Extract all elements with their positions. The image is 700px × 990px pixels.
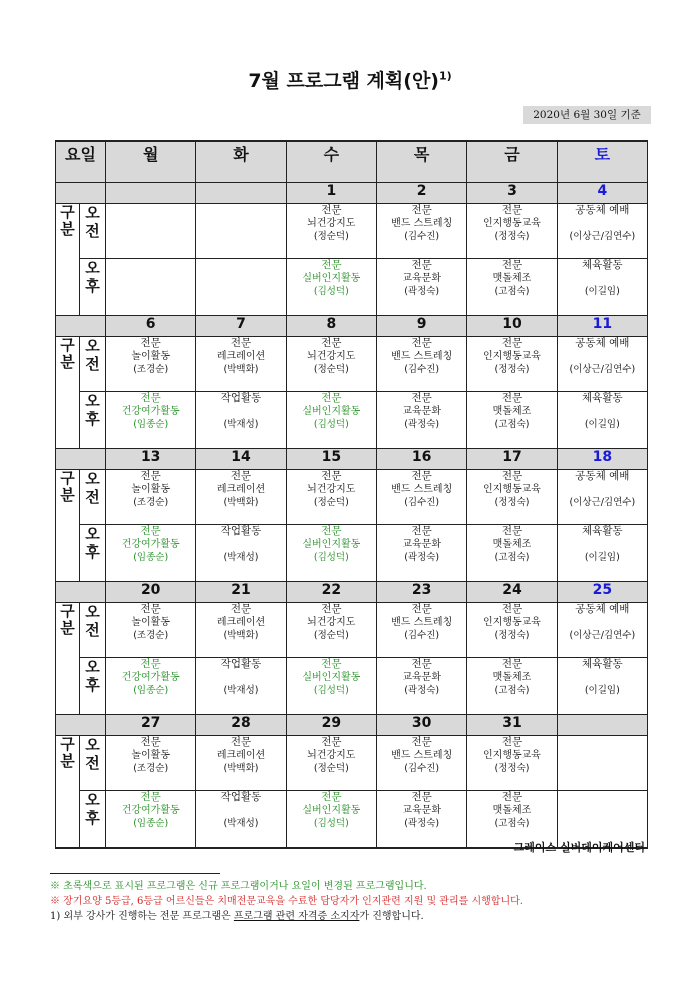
instructor-name: (임종순) xyxy=(133,685,169,696)
program-title: 교육문화 xyxy=(402,273,441,284)
week-date-row xyxy=(56,183,648,204)
date-fri: 3 xyxy=(467,183,557,204)
program-title: 레크레이션 xyxy=(216,484,266,495)
program-type: 전문 xyxy=(501,525,523,537)
instructor-name: (임종순) xyxy=(133,552,169,563)
program-title: 건강여가활동 xyxy=(121,539,180,550)
program-type: 전문 xyxy=(501,470,523,482)
program-cell xyxy=(557,603,647,658)
program-cell xyxy=(196,259,286,316)
date-row-spacer xyxy=(56,449,106,470)
date-row-spacer xyxy=(56,715,106,736)
morning-row xyxy=(56,337,648,392)
program-type: 전문 xyxy=(140,791,161,803)
morning-label: 오 전 xyxy=(80,603,106,658)
program-type: 전문 xyxy=(321,259,342,271)
instructor-name: (정순덕) xyxy=(313,497,349,508)
date-fri: 10 xyxy=(467,316,557,337)
program-cell xyxy=(557,337,647,392)
program-cell xyxy=(196,658,286,715)
program-cell xyxy=(286,337,376,392)
instructor-name: (김수진) xyxy=(404,763,440,774)
program-type: 체육활동 xyxy=(582,259,623,271)
instructor-name: (고점숙) xyxy=(494,552,530,563)
program-title: 뇌건강지도 xyxy=(307,484,356,495)
date-wed: 22 xyxy=(286,582,376,603)
weekday-tue: 화 xyxy=(196,141,286,183)
program-cell xyxy=(467,736,557,791)
week-date-row xyxy=(56,715,648,736)
program-cell xyxy=(377,791,467,849)
program-title: 놀이활동 xyxy=(131,750,170,761)
program-type: 전문 xyxy=(230,603,252,615)
instructor-name: (이길임) xyxy=(584,286,620,297)
program-title: 밴드 스트레칭 xyxy=(391,617,453,628)
program-title: 인지행동교육 xyxy=(483,351,541,362)
program-type: 전문 xyxy=(140,392,161,404)
program-title: 실버인지활동 xyxy=(302,672,361,683)
program-type: 전문 xyxy=(140,658,161,670)
morning-row xyxy=(56,603,648,658)
program-title: 실버인지활동 xyxy=(302,805,361,816)
program-title: 맷돌체조 xyxy=(492,805,532,816)
program-type: 전문 xyxy=(411,337,432,349)
program-type: 전문 xyxy=(411,392,432,404)
program-cell xyxy=(557,204,647,259)
program-cell xyxy=(377,470,467,525)
date-row-spacer xyxy=(56,183,106,204)
date-row-spacer xyxy=(56,316,106,337)
afternoon-label: 오 후 xyxy=(80,658,106,715)
note-external-instructors: 1) 외부 강사가 진행하는 전문 프로그램은 프로그램 관련 자격증 소지자가 진행합니다. xyxy=(50,911,424,922)
program-cell xyxy=(557,392,647,449)
program-cell xyxy=(286,392,376,449)
weekday-corner: 요일 xyxy=(56,141,106,183)
program-type: 전문 xyxy=(140,470,161,482)
program-type: 전문 xyxy=(501,791,523,803)
instructor-name: (김성덕) xyxy=(313,552,349,563)
instructor-name: (김성덕) xyxy=(313,419,349,430)
program-title: 인지행동교육 xyxy=(483,484,541,495)
morning-label: 오 전 xyxy=(80,736,106,791)
instructor-name: (박백화) xyxy=(223,497,259,508)
instructor-name: (김수진) xyxy=(404,497,440,508)
program-title: 맷돌체조 xyxy=(492,406,532,417)
program-title: 밴드 스트레칭 xyxy=(391,351,453,362)
program-type: 전문 xyxy=(501,658,523,670)
date-mon: 20 xyxy=(106,582,196,603)
program-cell xyxy=(557,658,647,715)
instructor-name: (박백화) xyxy=(223,364,259,375)
weekday-sat: 토 xyxy=(557,141,647,183)
date-sat: 18 xyxy=(557,449,647,470)
date-wed: 1 xyxy=(286,183,376,204)
program-type: 전문 xyxy=(501,603,523,615)
date-fri: 17 xyxy=(467,449,557,470)
program-type: 체육활동 xyxy=(582,658,623,670)
instructor-name: (곽정숙) xyxy=(404,286,440,297)
program-calendar xyxy=(55,140,648,849)
program-title: 실버인지활동 xyxy=(302,406,361,417)
program-type: 전문 xyxy=(411,791,432,803)
program-cell xyxy=(377,736,467,791)
gubun-label: 구 분 xyxy=(56,603,80,715)
program-title: 교육문화 xyxy=(402,406,441,417)
program-cell xyxy=(106,791,196,849)
date-tue: 21 xyxy=(196,582,286,603)
morning-label: 오 전 xyxy=(80,470,106,525)
program-cell xyxy=(106,470,196,525)
program-cell xyxy=(196,525,286,582)
date-tue: 28 xyxy=(196,715,286,736)
week-date-row xyxy=(56,316,648,337)
date-thu: 16 xyxy=(377,449,467,470)
date-tue: 7 xyxy=(196,316,286,337)
afternoon-row xyxy=(56,658,648,715)
program-cell xyxy=(286,658,376,715)
instructor-name: (정순덕) xyxy=(313,364,349,375)
afternoon-row xyxy=(56,392,648,449)
footnote-divider xyxy=(50,873,220,874)
instructor-name: (정순덕) xyxy=(313,763,349,774)
program-title: 뇌건강지도 xyxy=(307,218,356,229)
afternoon-label: 오 후 xyxy=(80,525,106,582)
program-cell xyxy=(467,337,557,392)
program-cell xyxy=(467,259,557,316)
program-cell xyxy=(196,603,286,658)
note-green-programs: ※ 초록색으로 표시된 프로그램은 신규 프로그램이거나 요일이 변경된 프로그램입니다. xyxy=(50,881,427,892)
morning-row xyxy=(56,204,648,259)
program-cell xyxy=(286,603,376,658)
program-cell xyxy=(377,525,467,582)
program-cell xyxy=(377,337,467,392)
date-mon: 27 xyxy=(106,715,196,736)
program-type: 공동체 예배 xyxy=(575,337,630,349)
program-title: 인지행동교육 xyxy=(483,218,541,229)
date-wed: 29 xyxy=(286,715,376,736)
instructor-name: (곽정숙) xyxy=(404,419,440,430)
program-title: 뇌건강지도 xyxy=(307,351,356,362)
date-wed: 15 xyxy=(286,449,376,470)
program-cell xyxy=(467,603,557,658)
program-type: 전문 xyxy=(230,337,252,349)
instructor-name: (김수진) xyxy=(404,364,440,375)
gubun-label: 구 분 xyxy=(56,736,80,849)
program-cell xyxy=(286,791,376,849)
instructor-name: (이상근/김연수) xyxy=(569,364,636,375)
program-type: 전문 xyxy=(140,603,161,615)
program-cell xyxy=(286,525,376,582)
morning-row xyxy=(56,470,648,525)
program-type: 전문 xyxy=(321,392,342,404)
program-cell xyxy=(557,259,647,316)
program-cell xyxy=(106,204,196,259)
program-title: 실버인지활동 xyxy=(302,539,361,550)
program-cell xyxy=(286,259,376,316)
instructor-name: (박백화) xyxy=(223,763,259,774)
program-type: 공동체 예배 xyxy=(575,470,630,482)
date-wed: 8 xyxy=(286,316,376,337)
program-cell xyxy=(467,658,557,715)
program-cell xyxy=(467,470,557,525)
instructor-name: (박재성) xyxy=(223,818,259,829)
program-title: 건강여가활동 xyxy=(121,805,180,816)
morning-label: 오 전 xyxy=(80,337,106,392)
instructor-name: (고점숙) xyxy=(494,286,530,297)
program-title: 맷돌체조 xyxy=(492,672,532,683)
date-sat: 4 xyxy=(557,183,647,204)
program-title: 건강여가활동 xyxy=(121,406,180,417)
program-type: 체육활동 xyxy=(582,525,623,537)
instructor-name: (고점숙) xyxy=(494,685,530,696)
program-title: 놀이활동 xyxy=(131,351,170,362)
instructor-name: (이길임) xyxy=(584,419,620,430)
instructor-name: (정정숙) xyxy=(494,497,530,508)
program-cell xyxy=(196,736,286,791)
afternoon-label: 오 후 xyxy=(80,259,106,316)
program-title: 놀이활동 xyxy=(131,484,170,495)
program-type: 전문 xyxy=(140,525,161,537)
program-type: 전문 xyxy=(411,259,432,271)
instructor-name: (김수진) xyxy=(404,231,440,242)
program-title: 밴드 스트레칭 xyxy=(391,750,453,761)
date-mon: 13 xyxy=(106,449,196,470)
date-sat xyxy=(557,715,647,736)
program-type: 전문 xyxy=(501,337,523,349)
program-title: 교육문화 xyxy=(402,672,441,683)
program-type: 전문 xyxy=(411,736,432,748)
program-type: 공동체 예배 xyxy=(575,204,630,216)
program-type: 전문 xyxy=(140,337,161,349)
program-title: 인지행동교육 xyxy=(483,750,541,761)
gubun-label: 구 분 xyxy=(56,470,80,582)
program-title: 레크레이션 xyxy=(216,750,266,761)
program-type: 전문 xyxy=(411,470,432,482)
program-cell xyxy=(377,658,467,715)
program-title: 뇌건강지도 xyxy=(307,617,356,628)
weekday-mon: 월 xyxy=(106,141,196,183)
program-type: 전문 xyxy=(321,204,342,216)
program-cell xyxy=(467,392,557,449)
gubun-label: 구 분 xyxy=(56,204,80,316)
instructor-name: (이상근/김연수) xyxy=(569,630,636,641)
program-type: 작업활동 xyxy=(220,392,262,404)
program-title: 실버인지활동 xyxy=(302,273,361,284)
program-title: 인지행동교육 xyxy=(483,617,541,628)
instructor-name: (김성덕) xyxy=(313,685,349,696)
program-title: 교육문화 xyxy=(402,539,441,550)
program-cell xyxy=(106,658,196,715)
date-fri: 31 xyxy=(467,715,557,736)
program-cell xyxy=(286,470,376,525)
date-sat: 25 xyxy=(557,582,647,603)
program-title: 뇌건강지도 xyxy=(307,750,356,761)
program-type: 전문 xyxy=(321,337,342,349)
program-type: 전문 xyxy=(321,791,342,803)
program-type: 전문 xyxy=(411,525,432,537)
program-cell xyxy=(467,204,557,259)
instructor-name: (조경순) xyxy=(133,497,169,508)
program-cell xyxy=(106,525,196,582)
program-cell xyxy=(196,470,286,525)
instructor-name: (고점숙) xyxy=(494,818,530,829)
instructor-name: (정순덕) xyxy=(313,231,349,242)
page-title: 7월 프로그램 계획(안)$^{1)}$ xyxy=(248,69,452,92)
program-type: 전문 xyxy=(321,525,342,537)
weekday-wed: 수 xyxy=(286,141,376,183)
instructor-name: (이상근/김연수) xyxy=(569,497,636,508)
program-type: 전문 xyxy=(321,736,342,748)
instructor-name: (박백화) xyxy=(223,630,259,641)
date-thu: 9 xyxy=(377,316,467,337)
program-type: 전문 xyxy=(501,392,523,404)
afternoon-row xyxy=(56,259,648,316)
week-date-row xyxy=(56,449,648,470)
program-title: 교육문화 xyxy=(402,805,441,816)
afternoon-label: 오 후 xyxy=(80,791,106,849)
instructor-name: (곽정숙) xyxy=(404,552,440,563)
program-title: 밴드 스트레칭 xyxy=(391,484,453,495)
week-date-row xyxy=(56,582,648,603)
instructor-name: (이길임) xyxy=(584,685,620,696)
note-dementia-care: ※ 장기요양 5등급, 6등급 어르신들은 치매전문교육을 수료한 담당자가 인지관련 지원 및 관리를 시행합니다. xyxy=(50,896,523,907)
date-mon xyxy=(106,183,196,204)
program-type: 공동체 예배 xyxy=(575,603,630,615)
date-mon: 6 xyxy=(106,316,196,337)
program-type: 전문 xyxy=(501,259,523,271)
program-type: 전문 xyxy=(321,603,342,615)
instructor-name: (김성덕) xyxy=(313,286,349,297)
program-cell xyxy=(196,392,286,449)
program-type: 전문 xyxy=(411,658,432,670)
program-cell xyxy=(377,259,467,316)
program-title: 레크레이션 xyxy=(216,351,266,362)
instructor-name: (정정숙) xyxy=(494,231,530,242)
program-title: 레크레이션 xyxy=(216,617,266,628)
program-cell xyxy=(106,603,196,658)
program-cell xyxy=(286,204,376,259)
afternoon-row xyxy=(56,525,648,582)
instructor-name: (정정숙) xyxy=(494,763,530,774)
program-cell xyxy=(106,392,196,449)
instructor-name: (곽정숙) xyxy=(404,685,440,696)
program-type: 전문 xyxy=(321,658,342,670)
instructor-name: (곽정숙) xyxy=(404,818,440,829)
program-type: 전문 xyxy=(501,204,523,216)
instructor-name: (박재성) xyxy=(223,685,259,696)
program-cell xyxy=(286,736,376,791)
program-type: 전문 xyxy=(501,736,523,748)
date-row-spacer xyxy=(56,582,106,603)
program-title: 놀이활동 xyxy=(131,617,170,628)
date-tue xyxy=(196,183,286,204)
date-sat: 11 xyxy=(557,316,647,337)
center-name: 그레이스 실버데이케어센터 xyxy=(513,841,645,854)
program-type: 작업활동 xyxy=(220,791,262,803)
program-cell xyxy=(106,736,196,791)
program-type: 전문 xyxy=(321,470,342,482)
program-cell xyxy=(377,603,467,658)
program-cell xyxy=(557,736,647,791)
program-type: 작업활동 xyxy=(220,525,262,537)
program-type: 전문 xyxy=(140,736,161,748)
weekday-fri: 금 xyxy=(467,141,557,183)
program-title: 건강여가활동 xyxy=(121,672,180,683)
instructor-name: (고점숙) xyxy=(494,419,530,430)
instructor-name: (정정숙) xyxy=(494,364,530,375)
program-type: 전문 xyxy=(230,470,252,482)
morning-row xyxy=(56,736,648,791)
morning-label: 오 전 xyxy=(80,204,106,259)
instructor-name: (이상근/김연수) xyxy=(569,231,636,242)
instructor-name: (조경순) xyxy=(133,763,169,774)
program-type: 전문 xyxy=(230,736,252,748)
instructor-name: (김수진) xyxy=(404,630,440,641)
weekday-thu: 목 xyxy=(377,141,467,183)
program-cell xyxy=(106,259,196,316)
program-type: 체육활동 xyxy=(582,392,623,404)
program-cell xyxy=(196,791,286,849)
footnotes xyxy=(50,879,523,924)
instructor-name: (정순덕) xyxy=(313,630,349,641)
program-title: 맷돌체조 xyxy=(492,539,532,550)
program-title: 맷돌체조 xyxy=(492,273,532,284)
instructor-name: (이길임) xyxy=(584,552,620,563)
program-type: 전문 xyxy=(411,204,432,216)
program-type: 전문 xyxy=(411,603,432,615)
program-cell xyxy=(377,392,467,449)
gubun-label: 구 분 xyxy=(56,337,80,449)
program-title: 밴드 스트레칭 xyxy=(391,218,453,229)
instructor-name: (임종순) xyxy=(133,818,169,829)
date-tue: 14 xyxy=(196,449,286,470)
program-cell xyxy=(196,337,286,392)
date-fri: 24 xyxy=(467,582,557,603)
date-thu: 30 xyxy=(377,715,467,736)
instructor-name: (조경순) xyxy=(133,630,169,641)
program-cell xyxy=(106,337,196,392)
weekday-header-row xyxy=(56,141,648,183)
date-thu: 2 xyxy=(377,183,467,204)
program-cell xyxy=(467,525,557,582)
instructor-name: (조경순) xyxy=(133,364,169,375)
instructor-name: (김성덕) xyxy=(313,818,349,829)
instructor-name: (박재성) xyxy=(223,419,259,430)
date-thu: 23 xyxy=(377,582,467,603)
instructor-name: (정정숙) xyxy=(494,630,530,641)
date-basis: 2020년 6월 30일 기준 xyxy=(523,106,651,124)
program-type: 작업활동 xyxy=(220,658,262,670)
afternoon-label: 오 후 xyxy=(80,392,106,449)
program-cell xyxy=(377,204,467,259)
instructor-name: (임종순) xyxy=(133,419,169,430)
instructor-name: (박재성) xyxy=(223,552,259,563)
program-cell xyxy=(196,204,286,259)
program-cell xyxy=(557,525,647,582)
program-cell xyxy=(557,470,647,525)
footnote-marker: 1) xyxy=(438,69,452,83)
